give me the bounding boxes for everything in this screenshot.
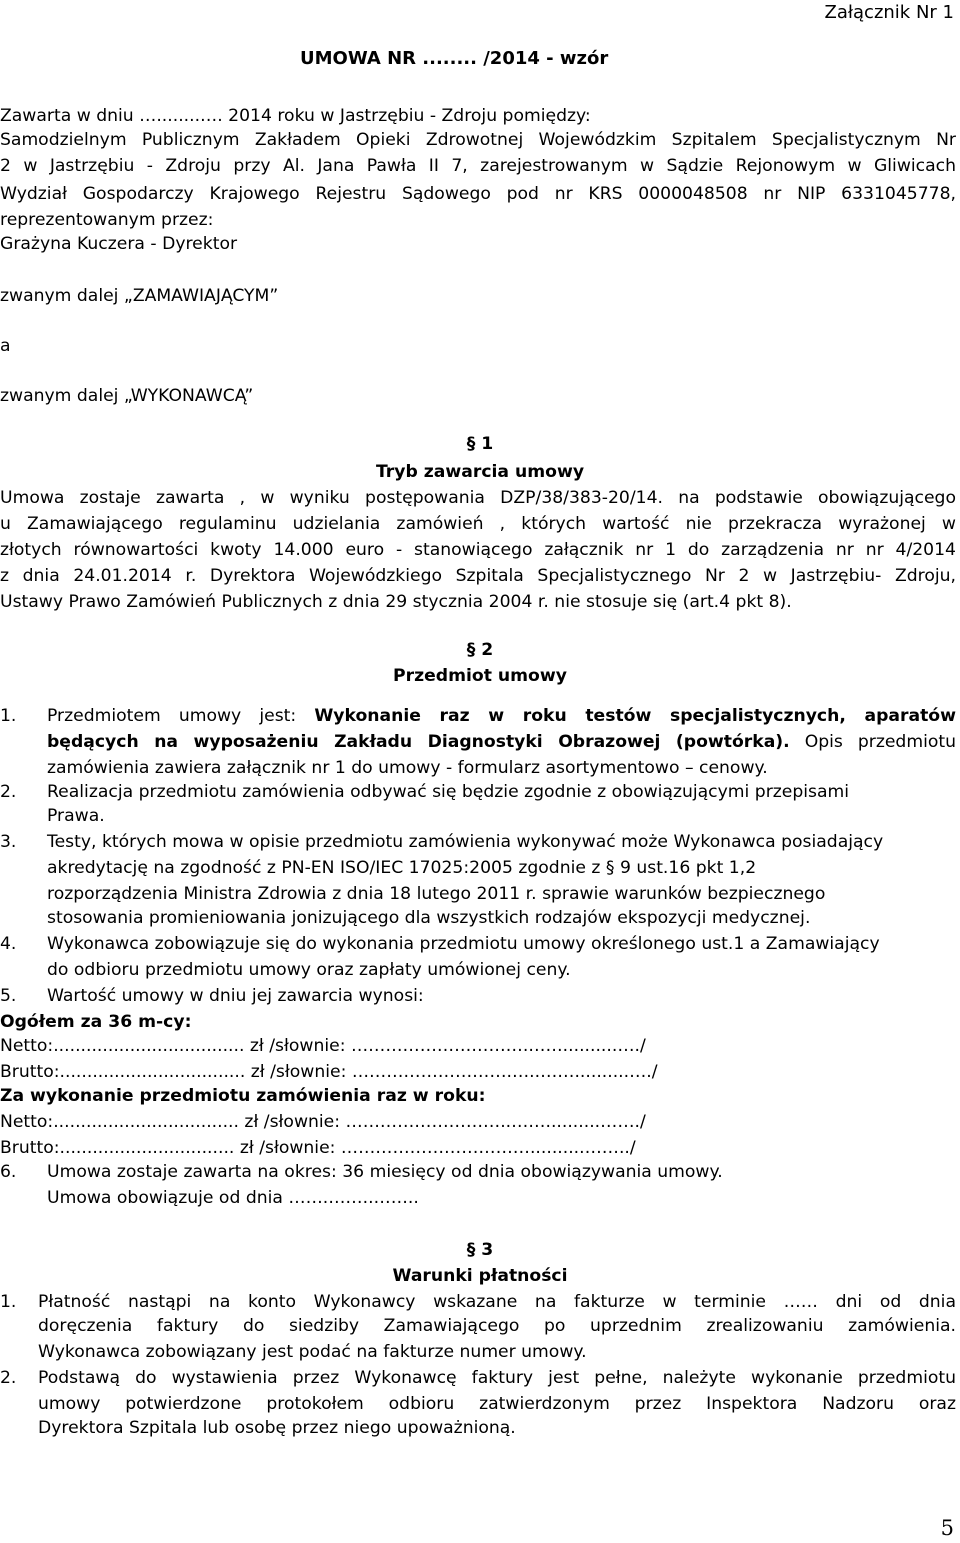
s2-item-6-number: 6. [0, 1162, 17, 1182]
s3-item-2-number: 2. [0, 1368, 17, 1388]
s3-item-1-line-3: Wykonawca zobowiązany jest podać na fakturze numer umowy. [38, 1342, 587, 1362]
brutto-yearly-line: Brutto:................................ zł /słownie: ……………………………..........……../ [0, 1138, 636, 1158]
s2-item-6-line-2: Umowa obowiązuje od dnia …….……..…….. [47, 1188, 419, 1208]
conjunction: a [0, 336, 11, 356]
s2-item-4-number: 4. [0, 934, 17, 954]
s1-line-4: z dnia 24.01.2014 r. Dyrektora Wojewódzkiego Szpitala Specjalistycznego Nr 2 w Jastrzębiu- Zdroju, [0, 566, 956, 586]
s2-item-1-number: 1. [0, 706, 17, 726]
intro-line-4: Wydział Gospodarczy Krajowego Rejestru Sądowego pod nr KRS 0000048508 nr NIP 6331045778, [0, 184, 956, 204]
s3-item-1-number: 1. [0, 1292, 17, 1312]
intro-line-5: reprezentowanym przez: [0, 210, 214, 230]
section-3-number: § 3 [466, 1240, 494, 1260]
s3-item-1-line-2: doręczenia faktury do siedziby Zamawiającego po uprzednim zrealizowaniu zamówienia. [38, 1316, 956, 1336]
s2-item-4-line-1: Wykonawca zobowiązuje się do wykonania przedmiotu umowy określonego ust.1 a Zamawiający [47, 934, 880, 954]
intro-line-6: Grażyna Kuczera - Dyrektor [0, 234, 238, 254]
s2-item-1-line-1: Przedmiotem umowy jest: Wykonanie raz w roku testów specjalistycznych, aparatów [47, 706, 956, 726]
s1-line-2: u Zamawiającego regulaminu udzielania zamówień , których wartość nie przekracza wyrażonej w [0, 514, 956, 534]
total-heading: Ogółem za 36 m-cy: [0, 1012, 192, 1032]
document-title: UMOWA NR ........ /2014 - wzór [300, 48, 609, 69]
s2-item-5-line-1: Wartość umowy w dniu jej zawarcia wynosi: [47, 986, 424, 1006]
intro-line-3: 2 w Jastrzębiu - Zdroju przy Al. Jana Pawła II 7, zarejestrowanym w Sądzie Rejonowym w Gliwicach [0, 156, 956, 176]
s2-item-2-line-2: Prawa. [47, 806, 105, 826]
section-2-heading: Przedmiot umowy [393, 666, 567, 686]
intro-line-2: Samodzielnym Publicznym Zakładem Opieki Zdrowotnej Wojewódzkim Szpitalem Specjalistycznym Nr [0, 130, 956, 150]
s2-item-4-line-2: do odbioru przedmiotu umowy oraz zapłaty umówionej ceny. [47, 960, 571, 980]
s2-item-2-line-1: Realizacja przedmiotu zamówienia odbywać się będzie zgodnie z obowiązującymi przepisami [47, 782, 850, 802]
s3-item-2-line-3: Dyrektora Szpitala lub osobę przez niego upoważnioną. [38, 1418, 516, 1438]
party-ordering: zwanym dalej „ZAMAWIAJĄCYM” [0, 286, 279, 306]
s2-item-6-line-1: Umowa zostaje zawarta na okres: 36 miesięcy od dnia obowiązywania umowy. [47, 1162, 723, 1182]
brutto-total-line: Brutto:.................................. zł /słownie: ……………………….…..……..........…./ [0, 1062, 658, 1082]
s2-item-3-line-3: rozporządzenia Ministra Zdrowia z dnia 18 lutego 2011 r. sprawie warunków bezpiecznego [47, 884, 826, 904]
s1-line-1: Umowa zostaje zawarta , w wyniku postępowania DZP/38/383-20/14. na podstawie obowiązującego [0, 488, 956, 508]
section-1-number: § 1 [466, 434, 494, 454]
s2-item-3-line-2: akredytację na zgodność z PN-EN ISO/IEC 17025:2005 zgodnie z § 9 ust.16 pkt 1,2 [47, 858, 757, 878]
s1-line-5: Ustawy Prawo Zamówień Publicznych z dnia 29 stycznia 2004 r. nie stosuje się (art.4 pkt 8). [0, 592, 792, 612]
section-2-number: § 2 [466, 640, 494, 660]
party-contractor: zwanym dalej „WYKONAWCĄ” [0, 386, 254, 406]
page-number: 5 [940, 1516, 954, 1540]
annex-label: Załącznik Nr 1 [824, 2, 954, 23]
s3-item-2-line-1: Podstawą do wystawienia przez Wykonawcę faktury jest pełne, należyte wykonanie przedmiotu [38, 1368, 956, 1388]
s2-item-3-line-1: Testy, których mowa w opisie przedmiotu zamówienia wykonywać może Wykonawca posiadający [47, 832, 884, 852]
s2-item-3-number: 3. [0, 832, 17, 852]
s2-item-1-line-2: będących na wyposażeniu Zakładu Diagnostyki Obrazowej (powtórka). Opis przedmiotu [47, 732, 957, 752]
s2-item-5-number: 5. [0, 986, 17, 1006]
s3-item-1-line-1: Płatność nastąpi na konto Wykonawcy wskazane na fakturze w terminie …… dni od dnia [38, 1292, 956, 1312]
netto-yearly-line: Netto:.................................. zł /słownie: ………………………..……..........……./ [0, 1112, 646, 1132]
s3-item-2-line-2: umowy potwierdzone protokołem odbioru zatwierdzonym przez Inspektora Nadzoru oraz [38, 1394, 956, 1414]
s2-item-1-line-3: zamówienia zawiera załącznik nr 1 do umowy - formularz asortymentowo – cenowy. [47, 758, 768, 778]
intro-line-1: Zawarta w dniu …........…. 2014 roku w Jastrzębiu - Zdroju pomiędzy: [0, 106, 591, 126]
netto-total-line: Netto:................................... zł /słownie: ………………………….……..........…./ [0, 1036, 646, 1056]
s2-item-3-line-4: stosowania promieniowania jonizującego dla wszystkich rodzajów ekspozycji medycznej. [47, 908, 811, 928]
s2-item-2-number: 2. [0, 782, 17, 802]
section-3-heading: Warunki płatności [392, 1266, 568, 1286]
yearly-heading: Za wykonanie przedmiotu zamówienia raz w roku: [0, 1086, 486, 1106]
section-1-heading: Tryb zawarcia umowy [375, 462, 585, 482]
s1-line-3: złotych równowartości kwoty 14.000 euro - stanowiącego załącznik nr 1 do zarządzenia nr nr 4/2014 [0, 540, 956, 560]
